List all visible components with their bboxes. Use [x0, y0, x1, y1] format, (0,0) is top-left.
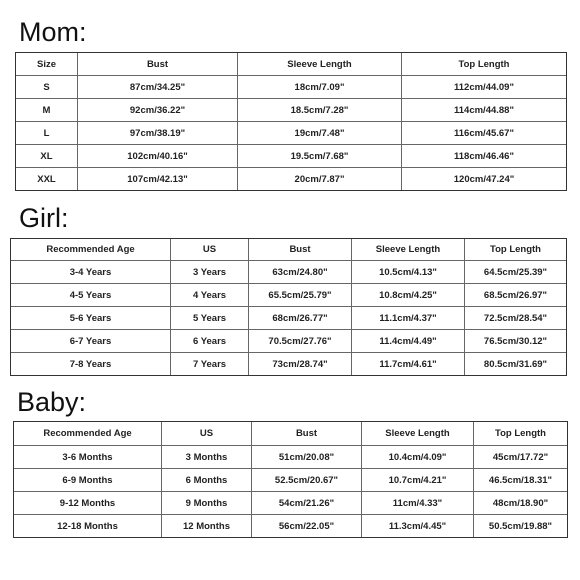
table-cell: 107cm/42.13"	[78, 168, 238, 191]
column-header: Top Length	[402, 53, 567, 76]
table-cell: XXL	[16, 168, 78, 191]
baby-section-title: Baby:	[17, 387, 87, 417]
column-header: Bust	[78, 53, 238, 76]
table-header-row	[16, 53, 567, 76]
table-row	[11, 307, 567, 330]
table-cell: XL	[16, 145, 78, 168]
table-cell: 70.5cm/27.76"	[249, 330, 352, 353]
table-cell: 5-6 Years	[11, 307, 171, 330]
table-row	[14, 469, 568, 492]
table-cell: 64.5cm/25.39"	[465, 261, 567, 284]
table-cell: 9 Months	[162, 492, 252, 515]
table-cell: 19.5cm/7.68"	[238, 145, 402, 168]
table-cell: 6-7 Years	[11, 330, 171, 353]
table-cell: 116cm/45.67"	[402, 122, 567, 145]
table-cell: 6-9 Months	[14, 469, 162, 492]
table-row	[14, 515, 568, 538]
table-cell: 18cm/7.09"	[238, 76, 402, 99]
column-header: Sleeve Length	[362, 422, 474, 446]
column-header: US	[162, 422, 252, 446]
table-cell: 4 Years	[171, 284, 249, 307]
table-cell: 50.5cm/19.88"	[474, 515, 568, 538]
column-header: Recommended Age	[14, 422, 162, 446]
table-cell: 87cm/34.25"	[78, 76, 238, 99]
mom-section-title: Mom:	[19, 17, 87, 47]
baby-size-table	[13, 421, 568, 538]
table-cell: 19cm/7.48"	[238, 122, 402, 145]
table-cell: 20cm/7.87"	[238, 168, 402, 191]
table-cell: 12 Months	[162, 515, 252, 538]
column-header: Top Length	[474, 422, 568, 446]
girl-section-title: Girl:	[19, 203, 69, 233]
table-row	[11, 330, 567, 353]
table-header-row	[11, 239, 567, 261]
table-cell: 68.5cm/26.97"	[465, 284, 567, 307]
table-cell: 5 Years	[171, 307, 249, 330]
table-cell: 114cm/44.88"	[402, 99, 567, 122]
table-cell: 63cm/24.80"	[249, 261, 352, 284]
table-row	[14, 492, 568, 515]
table-cell: 45cm/17.72"	[474, 446, 568, 469]
column-header: Bust	[249, 239, 352, 261]
table-cell: 65.5cm/25.79"	[249, 284, 352, 307]
column-header: Size	[16, 53, 78, 76]
table-cell: 10.5cm/4.13"	[352, 261, 465, 284]
table-cell: M	[16, 99, 78, 122]
table-cell: 7 Years	[171, 353, 249, 376]
table-cell: 10.7cm/4.21"	[362, 469, 474, 492]
mom-size-table	[15, 52, 567, 191]
table-header-row	[14, 422, 568, 446]
table-cell: 51cm/20.08"	[252, 446, 362, 469]
table-cell: 3 Years	[171, 261, 249, 284]
table-cell: 18.5cm/7.28"	[238, 99, 402, 122]
table-row	[11, 284, 567, 307]
table-cell: 11.1cm/4.37"	[352, 307, 465, 330]
column-header: US	[171, 239, 249, 261]
column-header: Sleeve Length	[238, 53, 402, 76]
table-cell: 54cm/21.26"	[252, 492, 362, 515]
table-row	[16, 145, 567, 168]
table-cell: 11.4cm/4.49"	[352, 330, 465, 353]
table-cell: S	[16, 76, 78, 99]
table-cell: 11.7cm/4.61"	[352, 353, 465, 376]
table-cell: 102cm/40.16"	[78, 145, 238, 168]
table-cell: 92cm/36.22"	[78, 99, 238, 122]
table-row	[16, 76, 567, 99]
table-cell: 56cm/22.05"	[252, 515, 362, 538]
table-cell: 52.5cm/20.67"	[252, 469, 362, 492]
table-row	[16, 168, 567, 191]
table-cell: 12-18 Months	[14, 515, 162, 538]
girl-size-table	[10, 238, 567, 376]
table-cell: 10.4cm/4.09"	[362, 446, 474, 469]
table-cell: 80.5cm/31.69"	[465, 353, 567, 376]
table-row	[14, 446, 568, 469]
table-row	[11, 261, 567, 284]
column-header: Sleeve Length	[352, 239, 465, 261]
column-header: Top Length	[465, 239, 567, 261]
table-cell: 68cm/26.77"	[249, 307, 352, 330]
column-header: Recommended Age	[11, 239, 171, 261]
table-cell: 3 Months	[162, 446, 252, 469]
table-cell: 118cm/46.46"	[402, 145, 567, 168]
table-cell: 76.5cm/30.12"	[465, 330, 567, 353]
table-cell: 11.3cm/4.45"	[362, 515, 474, 538]
table-cell: 4-5 Years	[11, 284, 171, 307]
table-cell: 3-6 Months	[14, 446, 162, 469]
table-cell: 120cm/47.24"	[402, 168, 567, 191]
table-cell: 48cm/18.90"	[474, 492, 568, 515]
table-cell: 3-4 Years	[11, 261, 171, 284]
table-cell: 7-8 Years	[11, 353, 171, 376]
table-cell: 9-12 Months	[14, 492, 162, 515]
table-cell: 11cm/4.33"	[362, 492, 474, 515]
table-row	[11, 353, 567, 376]
table-cell: 10.8cm/4.25"	[352, 284, 465, 307]
table-row	[16, 122, 567, 145]
table-cell: L	[16, 122, 78, 145]
table-cell: 6 Months	[162, 469, 252, 492]
table-cell: 112cm/44.09"	[402, 76, 567, 99]
table-cell: 97cm/38.19"	[78, 122, 238, 145]
table-row	[16, 99, 567, 122]
table-cell: 6 Years	[171, 330, 249, 353]
table-cell: 46.5cm/18.31"	[474, 469, 568, 492]
table-cell: 73cm/28.74"	[249, 353, 352, 376]
column-header: Bust	[252, 422, 362, 446]
table-cell: 72.5cm/28.54"	[465, 307, 567, 330]
